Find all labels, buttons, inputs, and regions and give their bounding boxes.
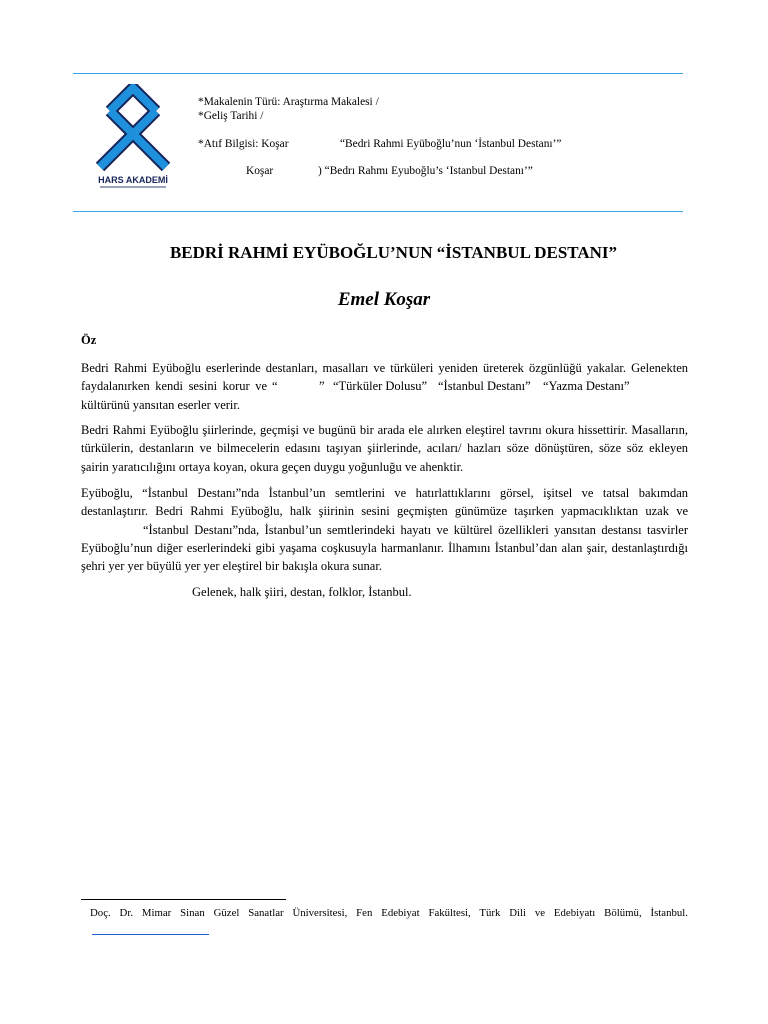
logo-tagline	[100, 186, 166, 188]
abstract-line: kültürünü yansıtan eserler verir.	[81, 397, 240, 412]
header-bottom-rule	[73, 211, 683, 212]
abstract-heading: Öz	[81, 333, 97, 347]
abstract-line: şairin yaratıcılığını ortaya koyan, okura geçen duygu yoğunluğu ve ahenktir.	[81, 459, 464, 474]
work-title-turkuler-dolusu: “Türküler Dolusu”	[333, 379, 428, 394]
abstract-line: Bedri Rahmi Eyüboğlu eserlerinde destanları, masalları ve türküleri yeniden üreterek özgünlüğü yakalar. Gelenekten	[81, 361, 688, 375]
article-title: BEDRİ RAHMİ EYÜBOĞLU’NUN “İSTANBUL DESTANI”	[169, 243, 618, 262]
abstract-line-lead: faydalanırken kendi sesini korur ve	[81, 379, 267, 394]
abstract-line: Eyüboğlu, “İstanbul Destanı”nda İstanbul’un semtlerini ve hatırlattıklarını görsel, işitsel ve tatsal bakımdan	[81, 486, 688, 500]
work-title-istanbul-destani: “İstanbul Destanı”	[438, 379, 531, 394]
header-top-rule	[73, 73, 683, 74]
citation-label: *Atıf Bilgisi: Koşar	[198, 138, 289, 150]
abstract-paragraph-2	[81, 421, 688, 476]
abstract-line: Eyüboğlu’nun diğer eserlerindeki gibi yaşama coşkusuyla harmanlanır. İlhamını İstanbul’dan alan şair, destanlaştırdığı	[81, 540, 688, 555]
citation-title-en: ) “Bedrı Rahmı Eyuboğlu’s ‘Istanbul Destanı’”	[318, 165, 533, 177]
abstract-line-with-titles	[81, 377, 688, 395]
abstract-paragraph-3	[81, 484, 688, 575]
logo-wordmark: HARS AKADEMİ	[98, 175, 168, 185]
work-title-yazma-destani: “Yazma Destanı”	[543, 379, 630, 394]
keywords: Gelenek, halk şiiri, destan, folklor, İstanbul.	[192, 585, 412, 599]
hars-akademi-logo-icon	[94, 84, 174, 194]
received-date: *Geliş Tarihi /	[198, 110, 264, 122]
footnote-text: Doç. Dr. Mimar Sinan Güzel Sanatlar Üniversitesi, Fen Edebiyat Fakültesi, Türk Dili ve Edebiyatı Bölümü, İstanbul.	[90, 907, 688, 919]
abstract-line: Bedri Rahmi Eyüboğlu şiirlerinde, geçmişi ve bugünü bir arada ele alırken eleştirel tavrını okura hissettirir. Masalların,	[81, 423, 688, 437]
citation-title-tr: “Bedri Rahmi Eyüboğlu’nun ‘İstanbul Destanı’”	[340, 138, 562, 150]
abstract-paragraph-1	[81, 359, 688, 414]
open-quote: “	[272, 379, 278, 394]
footnote-rule	[81, 899, 286, 900]
close-quote: ”	[319, 379, 325, 394]
abstract-line: “İstanbul Destanı”nda, İstanbul’un semtlerindeki hayatı ve kültürel özellikleri yansıtan destansı tasvirler	[143, 522, 688, 537]
abstract-line: türkülerin, destanların ve bilmecelerin edasını taşıyan şiirlerinde, acıları/ hazları söze dönüştüren, söze söz ekleyen	[81, 441, 688, 456]
citation-author-en: Koşar	[246, 165, 274, 177]
author-name: Emel Koşar	[337, 289, 431, 310]
abstract-line: şehri yer yer büyülü yer yer eleştirel bir bakışla okura sunar.	[81, 559, 382, 574]
footnote-email-link[interactable]	[92, 934, 209, 935]
abstract-line: destanlaştırır. Bedri Rahmi Eyüboğlu, halk şiirinin sesini geçmişten günümüze taşırken yapmacıklıktan uzak ve	[81, 504, 688, 519]
article-type: *Makalenin Türü: Araştırma Makalesi /	[198, 96, 379, 108]
